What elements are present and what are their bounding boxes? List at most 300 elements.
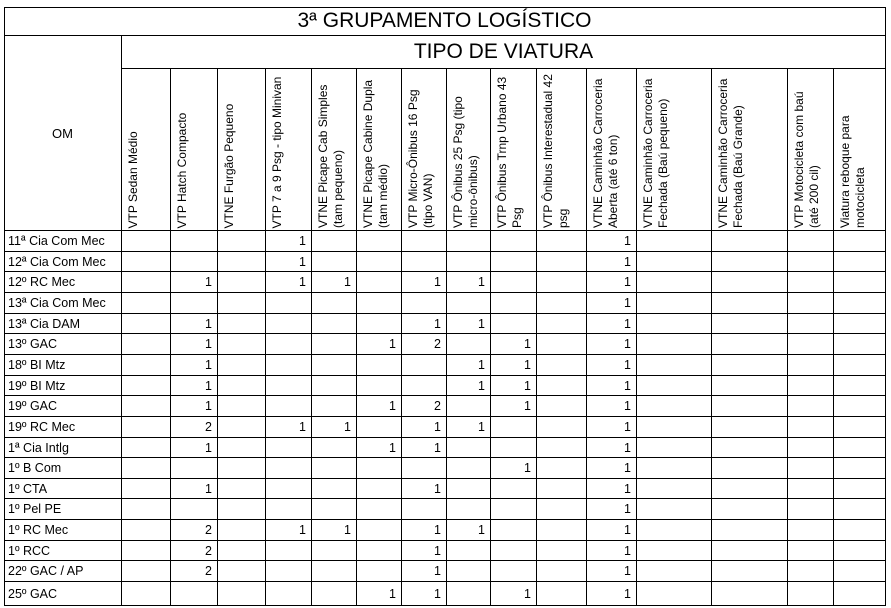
vehicle-count-cell xyxy=(537,231,587,252)
vehicle-count-cell xyxy=(491,499,537,520)
vehicle-count-cell: 1 xyxy=(402,479,447,499)
column-header-label: VTP Ônibus Interestadual 42 psg xyxy=(541,74,570,228)
vehicle-count-cell: 1 xyxy=(587,396,637,417)
vehicle-count-cell xyxy=(834,376,886,396)
column-header xyxy=(491,69,537,231)
vehicle-count-cell xyxy=(788,458,834,479)
vehicle-count-cell xyxy=(266,458,312,479)
vehicle-count-cell xyxy=(637,541,712,561)
vehicle-count-cell xyxy=(447,252,491,272)
vehicle-count-cell xyxy=(637,334,712,355)
vehicle-count-cell xyxy=(788,314,834,334)
vehicle-count-cell xyxy=(447,582,491,606)
vehicle-count-cell xyxy=(491,231,537,252)
vehicle-count-cell xyxy=(122,272,171,293)
vehicle-count-cell xyxy=(357,479,402,499)
vehicle-count-cell xyxy=(491,272,537,293)
vehicle-count-cell xyxy=(834,355,886,376)
vehicle-count-cell xyxy=(491,520,537,541)
vehicle-count-cell xyxy=(537,252,587,272)
vehicle-count-cell: 1 xyxy=(587,252,637,272)
vehicle-count-cell xyxy=(218,438,266,458)
vehicle-count-cell: 1 xyxy=(587,499,637,520)
vehicle-count-cell xyxy=(312,458,357,479)
vehicle-count-cell xyxy=(637,438,712,458)
vehicle-count-cell xyxy=(637,252,712,272)
vehicle-count-cell: 1 xyxy=(402,520,447,541)
vehicle-count-cell xyxy=(712,334,788,355)
vehicle-count-cell xyxy=(312,231,357,252)
vehicle-count-cell: 1 xyxy=(447,272,491,293)
vehicle-count-cell xyxy=(712,252,788,272)
vehicle-count-cell: 1 xyxy=(171,314,218,334)
vehicle-count-cell xyxy=(447,438,491,458)
vehicle-count-cell: 1 xyxy=(402,314,447,334)
vehicle-count-cell xyxy=(712,417,788,438)
vehicle-count-cell xyxy=(312,252,357,272)
vehicle-count-cell: 1 xyxy=(402,582,447,606)
vehicle-count-cell xyxy=(122,396,171,417)
vehicle-count-cell xyxy=(122,417,171,438)
vehicle-count-cell: 2 xyxy=(171,541,218,561)
vehicle-count-cell xyxy=(834,396,886,417)
vehicle-count-cell xyxy=(447,479,491,499)
column-header xyxy=(834,69,886,231)
vehicle-count-cell xyxy=(357,458,402,479)
column-header xyxy=(357,69,402,231)
vehicle-count-cell xyxy=(834,541,886,561)
om-name-cell: 1º Pel PE xyxy=(4,499,122,520)
om-name-cell: 19º GAC xyxy=(4,396,122,417)
vehicle-count-cell xyxy=(266,479,312,499)
vehicle-count-cell xyxy=(834,334,886,355)
vehicle-count-cell xyxy=(122,458,171,479)
vehicle-count-cell xyxy=(712,561,788,582)
vehicle-count-cell xyxy=(357,355,402,376)
vehicle-count-cell xyxy=(788,231,834,252)
vehicle-table xyxy=(4,7,886,606)
om-name-cell: 19º RC Mec xyxy=(4,417,122,438)
vehicle-count-cell xyxy=(312,314,357,334)
vehicle-count-cell: 1 xyxy=(402,561,447,582)
vehicle-count-cell: 1 xyxy=(266,520,312,541)
vehicle-count-cell xyxy=(537,520,587,541)
vehicle-count-cell xyxy=(788,479,834,499)
vehicle-count-cell: 1 xyxy=(171,396,218,417)
vehicle-count-cell xyxy=(402,458,447,479)
column-header-label: VTP Ônibus Trnp Urbano 43 Psg xyxy=(495,76,524,228)
vehicle-count-cell xyxy=(218,417,266,438)
vehicle-count-cell xyxy=(637,582,712,606)
column-header-label: VTNE Caminhão Carroceria Fechada (Baú Grande) xyxy=(716,78,745,228)
vehicle-count-cell xyxy=(712,231,788,252)
vehicle-count-cell xyxy=(402,252,447,272)
vehicle-count-cell xyxy=(788,252,834,272)
vehicle-count-cell xyxy=(171,252,218,272)
vehicle-count-cell xyxy=(712,520,788,541)
om-name-cell: 1ª Cia Intlg xyxy=(4,438,122,458)
vehicle-count-cell xyxy=(218,582,266,606)
vehicle-count-cell: 1 xyxy=(266,272,312,293)
vehicle-count-cell xyxy=(122,520,171,541)
vehicle-count-cell xyxy=(788,396,834,417)
vehicle-count-cell: 1 xyxy=(491,458,537,479)
vehicle-count-cell xyxy=(788,417,834,438)
table-title: 3ª GRUPAMENTO LOGÍSTICO xyxy=(4,7,886,36)
vehicle-count-cell xyxy=(312,541,357,561)
vehicle-count-cell xyxy=(834,582,886,606)
vehicle-count-cell: 1 xyxy=(402,272,447,293)
vehicle-count-cell xyxy=(122,314,171,334)
vehicle-count-cell xyxy=(834,231,886,252)
vehicle-count-cell: 2 xyxy=(171,417,218,438)
om-name-cell: 13º GAC xyxy=(4,334,122,355)
vehicle-count-cell xyxy=(834,520,886,541)
vehicle-count-cell xyxy=(218,272,266,293)
vehicle-count-cell: 1 xyxy=(171,355,218,376)
vehicle-count-cell xyxy=(637,458,712,479)
vehicle-count-cell xyxy=(537,438,587,458)
vehicle-count-cell xyxy=(537,334,587,355)
vehicle-count-cell: 1 xyxy=(171,272,218,293)
column-header xyxy=(637,69,712,231)
vehicle-count-cell xyxy=(357,541,402,561)
vehicle-count-cell xyxy=(312,499,357,520)
vehicle-count-cell xyxy=(537,479,587,499)
vehicle-count-cell xyxy=(357,293,402,314)
vehicle-count-cell xyxy=(312,582,357,606)
vehicle-count-cell xyxy=(402,376,447,396)
column-header xyxy=(266,69,312,231)
om-name-cell: 1º B Com xyxy=(4,458,122,479)
vehicle-count-cell: 1 xyxy=(447,417,491,438)
vehicle-count-cell xyxy=(834,438,886,458)
vehicle-count-cell xyxy=(834,293,886,314)
vehicle-count-cell xyxy=(537,396,587,417)
vehicle-count-cell: 2 xyxy=(171,561,218,582)
om-name-cell: 13ª Cia DAM xyxy=(4,314,122,334)
vehicle-count-cell: 1 xyxy=(587,355,637,376)
vehicle-count-cell: 1 xyxy=(587,520,637,541)
om-name-cell: 22º GAC / AP xyxy=(4,561,122,582)
vehicle-count-cell xyxy=(537,561,587,582)
vehicle-count-cell xyxy=(537,417,587,438)
vehicle-count-cell xyxy=(122,252,171,272)
vehicle-count-cell xyxy=(712,272,788,293)
vehicle-count-cell xyxy=(447,231,491,252)
om-name-cell: 1º RCC xyxy=(4,541,122,561)
vehicle-count-cell xyxy=(122,561,171,582)
vehicle-count-cell xyxy=(447,334,491,355)
table-subtitle: TIPO DE VIATURA xyxy=(122,36,886,69)
vehicle-count-cell xyxy=(788,376,834,396)
column-header xyxy=(712,69,788,231)
vehicle-count-cell xyxy=(122,355,171,376)
vehicle-count-cell xyxy=(122,334,171,355)
vehicle-count-cell xyxy=(834,417,886,438)
vehicle-count-cell xyxy=(218,541,266,561)
vehicle-count-cell: 2 xyxy=(402,334,447,355)
vehicle-count-cell: 1 xyxy=(491,334,537,355)
column-header-label: Viatura reboque para motocicleta xyxy=(838,115,867,228)
vehicle-count-cell xyxy=(357,252,402,272)
vehicle-count-cell xyxy=(218,293,266,314)
vehicle-count-cell xyxy=(266,355,312,376)
vehicle-count-cell xyxy=(266,396,312,417)
vehicle-count-cell xyxy=(122,231,171,252)
vehicle-count-cell: 1 xyxy=(587,231,637,252)
vehicle-count-cell xyxy=(218,458,266,479)
vehicle-count-cell xyxy=(402,355,447,376)
vehicle-count-cell xyxy=(637,231,712,252)
vehicle-count-cell: 1 xyxy=(491,376,537,396)
vehicle-count-cell: 1 xyxy=(587,334,637,355)
vehicle-count-cell xyxy=(122,479,171,499)
vehicle-count-cell xyxy=(122,541,171,561)
vehicle-count-cell xyxy=(537,293,587,314)
vehicle-count-cell xyxy=(712,314,788,334)
vehicle-count-cell xyxy=(357,231,402,252)
vehicle-count-cell xyxy=(491,561,537,582)
om-column-header: OM xyxy=(4,36,122,231)
vehicle-count-cell xyxy=(712,376,788,396)
vehicle-count-cell xyxy=(491,417,537,438)
om-name-cell: 12ª Cia Com Mec xyxy=(4,252,122,272)
vehicle-count-cell xyxy=(122,582,171,606)
vehicle-count-cell xyxy=(357,499,402,520)
column-header-label: VTP Sedan Médio xyxy=(126,130,140,228)
vehicle-count-cell xyxy=(402,499,447,520)
om-name-cell: 19º BI Mtz xyxy=(4,376,122,396)
vehicle-count-cell xyxy=(788,561,834,582)
vehicle-count-cell xyxy=(491,438,537,458)
vehicle-count-cell xyxy=(312,561,357,582)
vehicle-count-cell xyxy=(712,355,788,376)
vehicle-count-cell xyxy=(491,479,537,499)
vehicle-count-cell xyxy=(788,293,834,314)
vehicle-count-cell xyxy=(218,355,266,376)
vehicle-count-cell xyxy=(218,561,266,582)
vehicle-count-cell xyxy=(712,293,788,314)
vehicle-count-cell xyxy=(266,314,312,334)
vehicle-count-cell xyxy=(788,438,834,458)
om-name-cell: 1º CTA xyxy=(4,479,122,499)
om-name-cell: 25º GAC xyxy=(4,582,122,606)
vehicle-count-cell xyxy=(266,561,312,582)
vehicle-count-cell xyxy=(171,293,218,314)
vehicle-count-cell xyxy=(357,417,402,438)
vehicle-count-cell xyxy=(537,314,587,334)
vehicle-count-cell: 1 xyxy=(357,438,402,458)
vehicle-count-cell xyxy=(788,499,834,520)
vehicle-count-cell xyxy=(447,458,491,479)
vehicle-count-cell xyxy=(218,499,266,520)
column-header xyxy=(788,69,834,231)
vehicle-count-cell xyxy=(447,541,491,561)
vehicle-count-cell: 1 xyxy=(447,314,491,334)
vehicle-count-cell xyxy=(712,499,788,520)
vehicle-count-cell xyxy=(122,293,171,314)
vehicle-count-cell xyxy=(788,355,834,376)
vehicle-count-cell xyxy=(637,520,712,541)
vehicle-count-cell xyxy=(537,272,587,293)
vehicle-count-cell: 1 xyxy=(402,417,447,438)
column-header xyxy=(218,69,266,231)
vehicle-count-cell xyxy=(637,479,712,499)
vehicle-count-cell xyxy=(312,479,357,499)
vehicle-count-cell: 1 xyxy=(266,231,312,252)
vehicle-count-cell xyxy=(122,376,171,396)
column-header-label: VTNE Caminhão Carroceria Fechada (Baú pequeno) xyxy=(641,78,670,228)
vehicle-count-cell xyxy=(491,293,537,314)
vehicle-count-cell xyxy=(637,396,712,417)
vehicle-count-cell: 1 xyxy=(587,293,637,314)
vehicle-count-cell: 1 xyxy=(357,334,402,355)
vehicle-count-cell: 1 xyxy=(491,355,537,376)
vehicle-count-cell xyxy=(218,376,266,396)
vehicle-count-cell: 1 xyxy=(312,417,357,438)
vehicle-count-cell xyxy=(447,293,491,314)
vehicle-count-cell: 1 xyxy=(587,541,637,561)
vehicle-count-cell xyxy=(312,438,357,458)
vehicle-count-cell xyxy=(447,396,491,417)
vehicle-count-cell xyxy=(218,479,266,499)
vehicle-count-cell xyxy=(266,376,312,396)
vehicle-count-cell: 1 xyxy=(587,417,637,438)
vehicle-count-cell: 1 xyxy=(312,520,357,541)
vehicle-count-cell xyxy=(312,355,357,376)
vehicle-count-cell xyxy=(712,396,788,417)
column-header xyxy=(447,69,491,231)
vehicle-count-cell: 1 xyxy=(491,396,537,417)
vehicle-count-cell xyxy=(637,561,712,582)
vehicle-count-cell: 1 xyxy=(357,582,402,606)
vehicle-count-cell: 1 xyxy=(587,314,637,334)
vehicle-count-cell xyxy=(788,520,834,541)
vehicle-count-cell: 1 xyxy=(266,417,312,438)
vehicle-count-cell xyxy=(788,272,834,293)
vehicle-count-cell: 1 xyxy=(587,479,637,499)
vehicle-count-cell xyxy=(266,334,312,355)
vehicle-count-cell xyxy=(218,334,266,355)
om-name-cell: 11ª Cia Com Mec xyxy=(4,231,122,252)
vehicle-count-cell: 1 xyxy=(312,272,357,293)
column-header-label: VTP Micro-Ônibus 16 Psg (tipo VAN) xyxy=(406,89,435,228)
vehicle-count-cell xyxy=(218,252,266,272)
vehicle-count-cell xyxy=(312,376,357,396)
om-name-cell: 12º RC Mec xyxy=(4,272,122,293)
vehicle-count-cell xyxy=(357,314,402,334)
vehicle-count-cell xyxy=(712,582,788,606)
vehicle-count-cell xyxy=(266,293,312,314)
vehicle-count-cell: 1 xyxy=(447,520,491,541)
vehicle-count-cell: 1 xyxy=(171,438,218,458)
vehicle-count-cell xyxy=(637,314,712,334)
column-header-label: VTP Ônibus 25 Psg (tipo micro-ônibus) xyxy=(451,96,480,228)
vehicle-count-cell xyxy=(171,231,218,252)
vehicle-count-cell: 1 xyxy=(447,355,491,376)
vehicle-count-cell xyxy=(491,314,537,334)
vehicle-count-cell xyxy=(312,293,357,314)
vehicle-count-cell xyxy=(637,293,712,314)
vehicle-count-cell xyxy=(491,252,537,272)
vehicle-count-cell xyxy=(357,272,402,293)
vehicle-count-cell xyxy=(537,582,587,606)
column-header-label: VTNE Caminhão Carroceria Aberta (até 6 ton) xyxy=(591,78,620,228)
vehicle-count-cell xyxy=(834,479,886,499)
vehicle-count-cell xyxy=(312,334,357,355)
vehicle-count-cell xyxy=(637,417,712,438)
vehicle-count-cell xyxy=(266,582,312,606)
vehicle-count-cell xyxy=(312,396,357,417)
column-header xyxy=(587,69,637,231)
om-name-cell: 13ª Cia Com Mec xyxy=(4,293,122,314)
vehicle-count-cell: 1 xyxy=(402,438,447,458)
vehicle-count-cell: 2 xyxy=(171,520,218,541)
vehicle-count-cell xyxy=(712,479,788,499)
column-header-label: VTP Hatch Compacto xyxy=(175,112,189,228)
vehicle-count-cell xyxy=(788,582,834,606)
vehicle-count-cell xyxy=(491,541,537,561)
vehicle-count-cell xyxy=(357,561,402,582)
vehicle-count-cell xyxy=(357,520,402,541)
vehicle-count-cell: 1 xyxy=(491,582,537,606)
vehicle-count-cell: 1 xyxy=(587,272,637,293)
vehicle-count-cell xyxy=(537,499,587,520)
column-header xyxy=(537,69,587,231)
vehicle-count-cell xyxy=(834,272,886,293)
vehicle-count-cell: 1 xyxy=(587,438,637,458)
vehicle-count-cell xyxy=(537,541,587,561)
vehicle-count-cell xyxy=(788,334,834,355)
vehicle-count-cell xyxy=(447,499,491,520)
vehicle-count-cell xyxy=(357,376,402,396)
vehicle-count-cell: 1 xyxy=(171,376,218,396)
column-header-label: VTP 7 a 9 Psg - tipo Minivan xyxy=(270,76,284,228)
vehicle-count-cell xyxy=(712,458,788,479)
vehicle-count-cell xyxy=(537,376,587,396)
vehicle-count-cell xyxy=(218,520,266,541)
vehicle-count-cell: 1 xyxy=(171,479,218,499)
column-header-label: VTNE Picape Cabine Dupla (tam médio) xyxy=(361,79,390,228)
column-header-label: VTP Motocicleta com baú (até 200 cil) xyxy=(792,91,821,228)
vehicle-count-cell xyxy=(834,561,886,582)
vehicle-count-cell xyxy=(122,499,171,520)
vehicle-count-cell xyxy=(402,293,447,314)
vehicle-count-cell: 1 xyxy=(171,334,218,355)
vehicle-count-cell: 1 xyxy=(447,376,491,396)
vehicle-count-cell xyxy=(171,499,218,520)
vehicle-count-cell: 1 xyxy=(587,582,637,606)
vehicle-count-cell xyxy=(171,582,218,606)
column-header xyxy=(122,69,171,231)
vehicle-count-cell xyxy=(834,252,886,272)
vehicle-count-cell: 1 xyxy=(402,541,447,561)
vehicle-count-cell xyxy=(537,355,587,376)
vehicle-count-cell xyxy=(218,396,266,417)
vehicle-count-cell xyxy=(788,541,834,561)
vehicle-count-cell: 1 xyxy=(587,458,637,479)
column-header xyxy=(171,69,218,231)
vehicle-count-cell xyxy=(266,499,312,520)
vehicle-count-cell xyxy=(218,314,266,334)
column-header-label: VTNE Furgão Pequeno xyxy=(222,103,236,228)
vehicle-count-cell xyxy=(637,272,712,293)
vehicle-count-cell xyxy=(637,499,712,520)
column-header xyxy=(402,69,447,231)
om-name-cell: 1º RC Mec xyxy=(4,520,122,541)
vehicle-count-cell xyxy=(218,231,266,252)
